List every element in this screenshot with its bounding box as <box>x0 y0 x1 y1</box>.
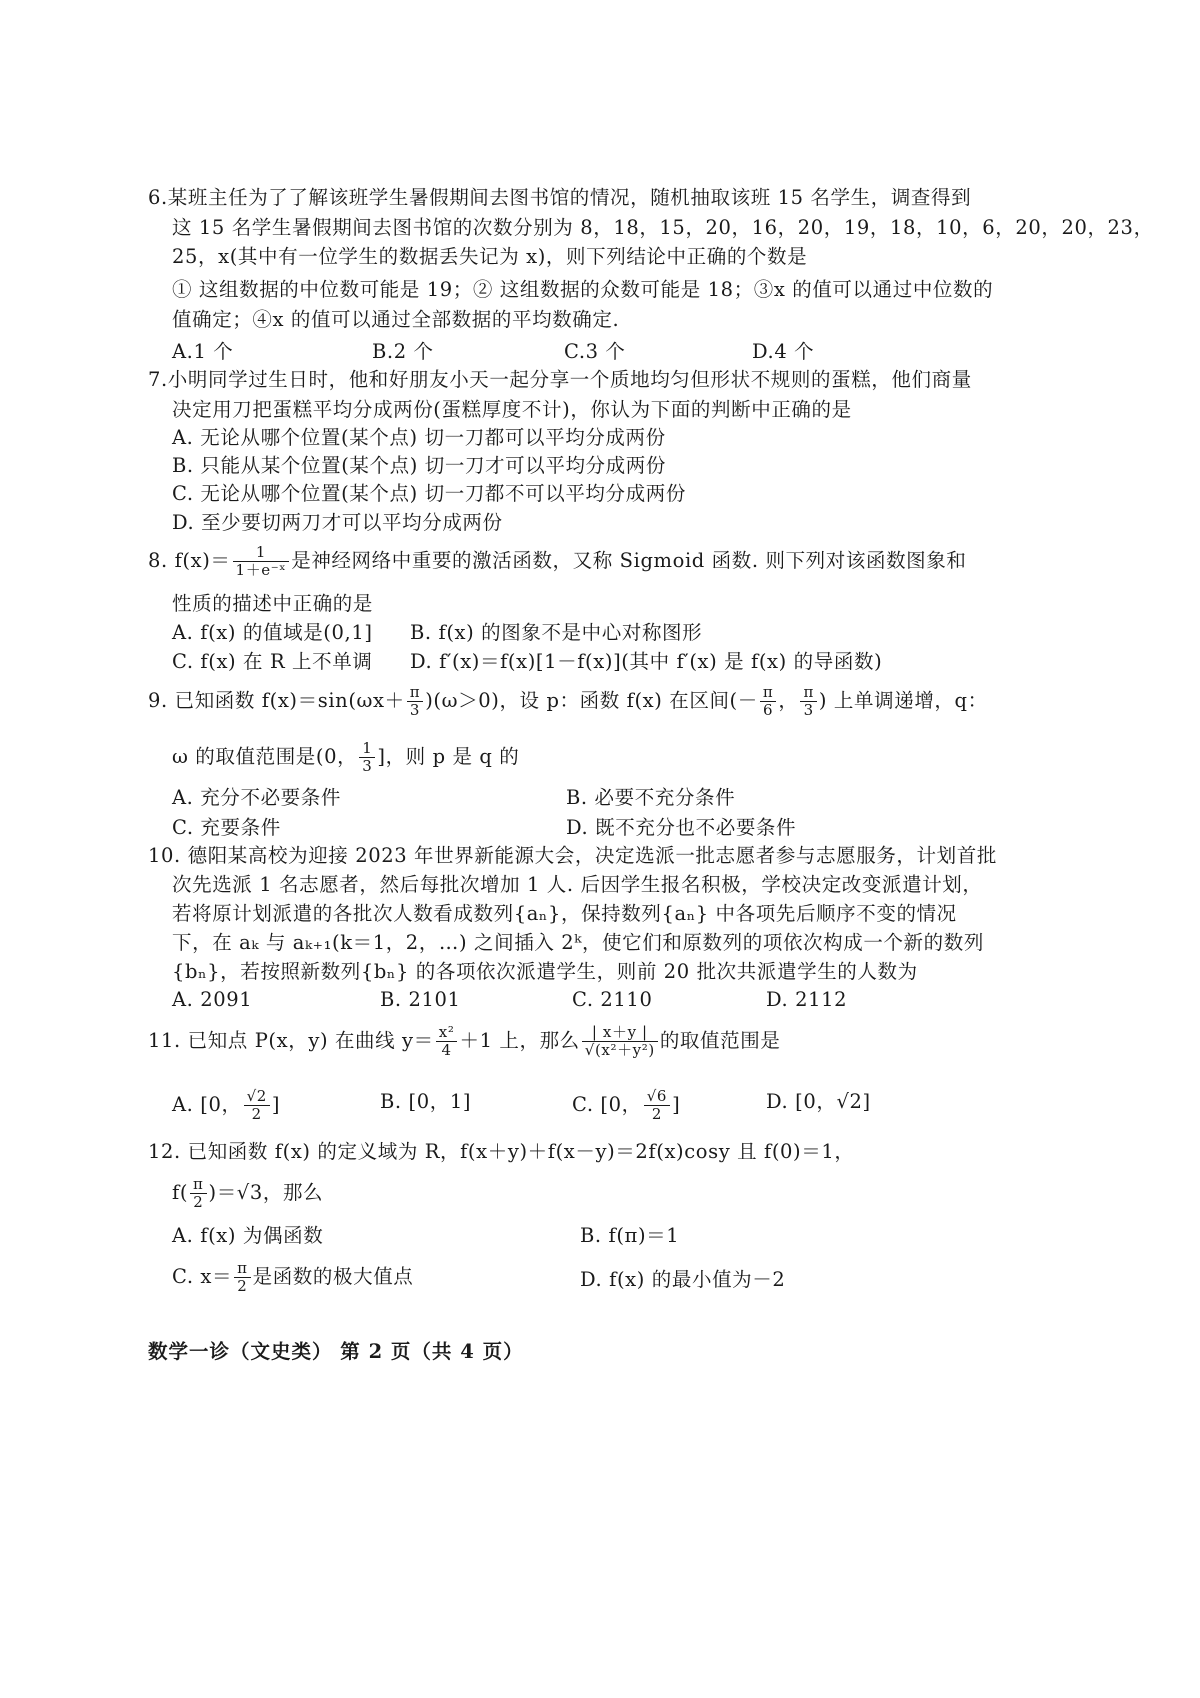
q9-fraction-3-denominator: 3 <box>803 701 814 719</box>
q11-option-b: B. [0，1] <box>380 1090 472 1113</box>
q12-line-2-denominator: 2 <box>193 1193 204 1211</box>
q8-line-1 <box>148 544 966 579</box>
q7-option-c: C. 无论从哪个位置(某个点) 切一刀都不可以平均分成两份 <box>172 482 686 505</box>
q11-option-a <box>172 1088 280 1123</box>
q11-option-c-numerator: √6 <box>644 1088 670 1106</box>
q9-middle: )(ω＞0)，设 p：函数 f(x) 在区间(－ <box>425 689 758 712</box>
q11-option-a-denominator: 2 <box>251 1105 262 1123</box>
page-footer: 数学一诊（文史类） 第 2 页（共 4 页） <box>148 1340 524 1363</box>
q8-suffix: 是神经网络中重要的激活函数，又称 Sigmoid 函数. 则下列对该函数图象和 <box>291 549 967 572</box>
q9-prefix: 9. 已知函数 f(x)＝sin(ωx＋ <box>148 689 405 712</box>
q11-fraction-1-denominator: 4 <box>441 1041 452 1059</box>
q9-line-2 <box>172 740 519 775</box>
q12-line-2-suffix: )＝√3，那么 <box>208 1181 324 1204</box>
q11-fraction-2-denominator: √(x²＋y²) <box>584 1041 655 1059</box>
q9-fraction-4-numerator: 1 <box>359 740 375 758</box>
q9-fraction-2 <box>760 684 776 719</box>
q12-option-c-denominator: 2 <box>237 1277 248 1295</box>
q9-fraction-1-denominator: 3 <box>409 701 421 719</box>
q9-fraction-3 <box>800 684 816 719</box>
q12-line-1: 12. 已知函数 f(x) 的定义域为 R，f(x＋y)＋f(x－y)＝2f(x)cosy 且 f(0)＝1， <box>148 1140 855 1163</box>
q8-fraction-denominator: 1＋e⁻ˣ <box>235 561 287 579</box>
q10-option-b: B. 2101 <box>380 988 461 1011</box>
q10-line-1: 10. 德阳某高校为迎接 2023 年世界新能源大会，决定选派一批志愿者参与志愿服务，计划首批 <box>148 844 997 867</box>
q9-fraction-2-numerator: π <box>760 684 776 702</box>
q10-line-3: 若将原计划派遣的各批次人数看成数列{aₙ}，保持数列{aₙ} 中各项先后顺序不变的情况 <box>172 902 957 925</box>
q6-line-5: 值确定；④x 的值可以通过全部数据的平均数确定. <box>172 308 620 331</box>
q8-option-a: A. f(x) 的值域是(0,1] <box>172 621 373 644</box>
q11-fraction-1-numerator: x² <box>436 1024 458 1042</box>
q9-fraction-4 <box>359 740 375 775</box>
q10-line-4: 下，在 aₖ 与 aₖ₊₁(k＝1，2，…) 之间插入 2ᵏ，使它们和原数列的项依次构成一个新的数列 <box>172 931 984 954</box>
q8-line-2: 性质的描述中正确的是 <box>172 592 374 615</box>
q7-option-a: A. 无论从哪个位置(某个点) 切一刀都可以平均分成两份 <box>172 426 666 449</box>
q9-option-c: C. 充要条件 <box>172 816 281 839</box>
q11-option-a-numerator: √2 <box>244 1088 270 1106</box>
q8-fraction-numerator: 1 <box>233 544 290 562</box>
q10-option-a: A. 2091 <box>172 988 253 1011</box>
q9-line-2-suffix: ]，则 p 是 q 的 <box>377 745 520 768</box>
q6-line-1: 6.某班主任为了了解该班学生暑假期间去图书馆的情况，随机抽取该班 15 名学生，调查得到 <box>148 186 972 209</box>
q9-line-1 <box>148 684 988 719</box>
q8-fraction <box>233 544 290 579</box>
q8-option-c: C. f(x) 在 R 上不单调 <box>172 650 373 673</box>
q9-comma: ， <box>778 689 799 712</box>
q6-option-b: B.2 个 <box>372 340 434 363</box>
q11-prefix: 11. 已知点 P(x，y) 在曲线 y＝ <box>148 1029 434 1052</box>
q11-option-a-prefix: A. [0， <box>172 1093 242 1116</box>
q6-option-d: D.4 个 <box>752 340 815 363</box>
q9-option-d: D. 既不充分也不必要条件 <box>566 816 797 839</box>
q12-line-2-fraction <box>190 1176 206 1211</box>
q8-prefix: 8. f(x)＝ <box>148 549 231 572</box>
q9-fraction-1-numerator: π <box>407 684 423 702</box>
q10-option-d: D. 2112 <box>766 988 848 1011</box>
q11-line-1 <box>148 1024 780 1059</box>
q9-option-b: B. 必要不充分条件 <box>566 786 736 809</box>
q6-line-2: 这 15 名学生暑假期间去图书馆的次数分别为 8，18，15，20，16，20，19，18，10，6，20，20，23， <box>172 216 1154 239</box>
q11-fraction-2 <box>582 1024 658 1059</box>
q9-line-2-prefix: ω 的取值范围是(0， <box>172 745 358 768</box>
q11-option-c-fraction <box>644 1088 670 1123</box>
q12-line-2-prefix: f( <box>172 1181 189 1204</box>
q8-option-b: B. f(x) 的图象不是中心对称图形 <box>410 621 703 644</box>
q11-option-d: D. [0，√2] <box>766 1090 871 1113</box>
q11-fraction-2-numerator: | x＋y | <box>582 1024 658 1042</box>
q11-option-a-suffix: ] <box>271 1093 281 1116</box>
q12-option-c-suffix: 是函数的极大值点 <box>252 1265 414 1288</box>
q12-line-2-numerator: π <box>190 1176 206 1194</box>
q9-fraction-4-denominator: 3 <box>362 757 373 775</box>
q7-option-d: D. 至少要切两刀才可以平均分成两份 <box>172 511 503 534</box>
q11-suffix: 的取值范围是 <box>659 1029 781 1052</box>
q11-option-c-suffix: ] <box>672 1093 681 1116</box>
q12-option-c-numerator: π <box>234 1260 250 1278</box>
q9-fraction-2-denominator: 6 <box>763 701 774 719</box>
q7-line-2: 决定用刀把蛋糕平均分成两份(蛋糕厚度不计)，你认为下面的判断中正确的是 <box>172 398 852 421</box>
q12-option-b: B. f(π)＝1 <box>580 1224 680 1247</box>
q7-line-1: 7.小明同学过生日时，他和好朋友小天一起分享一个质地均匀但形状不规则的蛋糕，他们商量 <box>148 368 972 391</box>
q10-line-2: 次先选派 1 名志愿者，然后每批次增加 1 人. 后因学生报名积极，学校决定改变派遣计划， <box>172 873 983 896</box>
q12-option-c <box>172 1260 413 1295</box>
q9-fraction-1 <box>407 684 423 719</box>
q9-suffix: ) 上单调递增，q： <box>818 689 988 712</box>
q12-option-c-fraction <box>234 1260 250 1295</box>
q9-option-a: A. 充分不必要条件 <box>172 786 341 809</box>
q6-option-c: C.3 个 <box>564 340 626 363</box>
q6-line-4: ① 这组数据的中位数可能是 19；② 这组数据的众数可能是 18；③x 的值可以通过中位数的 <box>172 278 994 301</box>
q9-fraction-3-numerator: π <box>800 684 816 702</box>
q6-option-a: A.1 个 <box>172 340 234 363</box>
q11-option-a-fraction <box>244 1088 270 1123</box>
q11-option-c-prefix: C. [0， <box>572 1093 642 1116</box>
q6-line-3: 25，x(其中有一位学生的数据丢失记为 x)，则下列结论中正确的个数是 <box>172 245 808 268</box>
q12-option-c-prefix: C. x＝ <box>172 1265 233 1288</box>
q10-option-c: C. 2110 <box>572 988 653 1011</box>
q11-option-c-denominator: 2 <box>651 1105 662 1123</box>
q7-option-b: B. 只能从某个位置(某个点) 切一刀才可以平均分成两份 <box>172 454 666 477</box>
q8-option-d: D. f′(x)＝f(x)[1－f(x)](其中 f′(x) 是 f(x) 的导函数) <box>410 650 883 673</box>
q12-line-2 <box>172 1176 323 1211</box>
q11-middle: ＋1 上，那么 <box>459 1029 580 1052</box>
q12-option-d: D. f(x) 的最小值为－2 <box>580 1268 786 1291</box>
q10-line-5: {bₙ}，若按照新数列{bₙ} 的各项依次派遣学生，则前 20 批次共派遣学生的人数为 <box>172 960 918 983</box>
q11-option-c <box>572 1088 680 1123</box>
q12-option-a: A. f(x) 为偶函数 <box>172 1224 324 1247</box>
q11-fraction-1 <box>436 1024 458 1059</box>
